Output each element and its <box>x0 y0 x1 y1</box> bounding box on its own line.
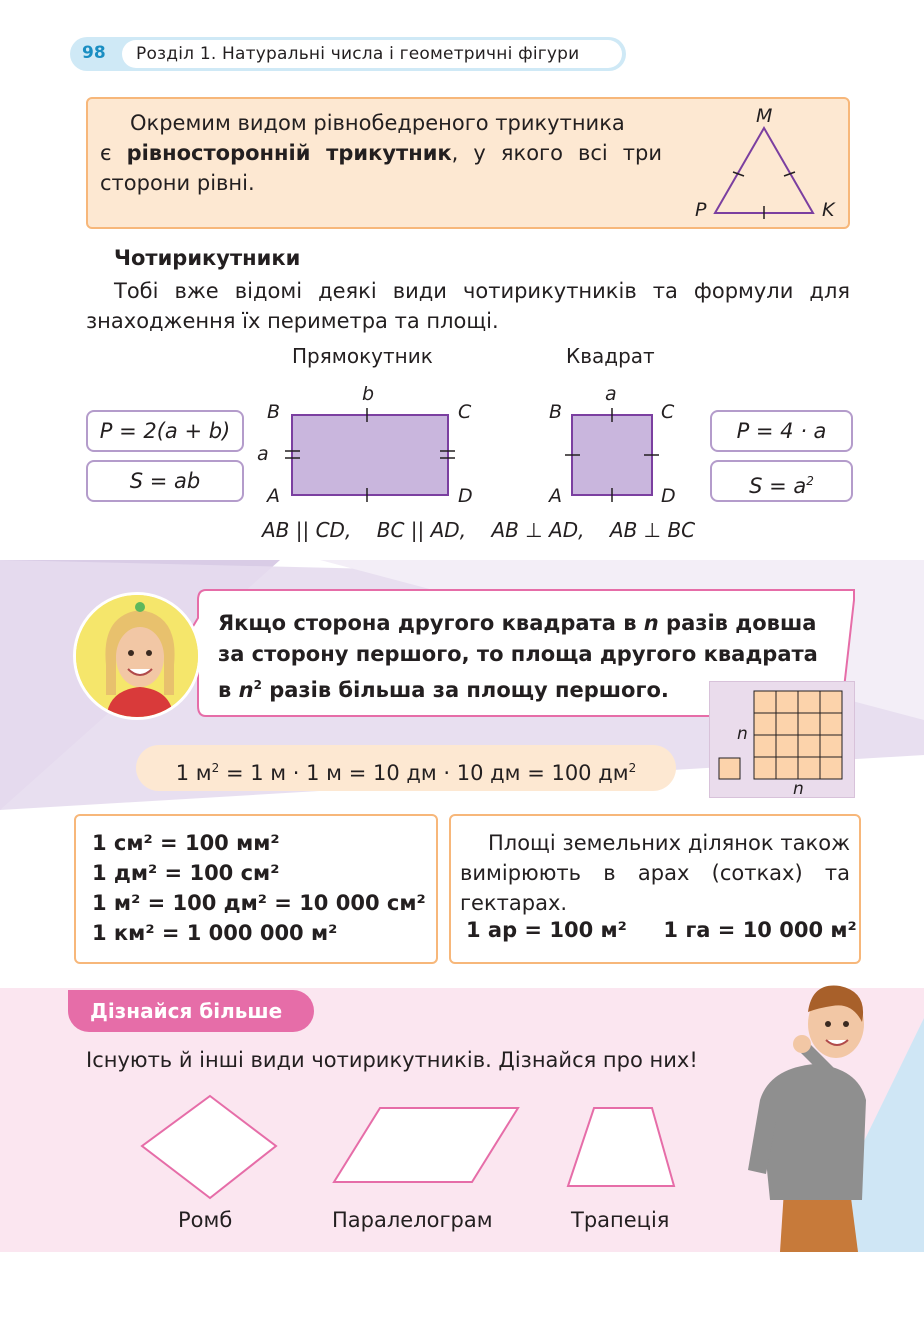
boy-illustration <box>740 980 890 1252</box>
quadrilateral-shapes <box>130 1090 690 1205</box>
trapezoid-label: Трапеція <box>571 1208 670 1232</box>
vertex-label-p: P <box>695 199 707 221</box>
conversion-exp2: 2 <box>628 761 637 775</box>
definition-term: рівносторонній трикутник <box>126 141 452 165</box>
land-units-text <box>460 828 850 918</box>
rect-vertex-c: C <box>458 401 472 423</box>
parallelogram-label: Паралелограм <box>332 1208 493 1232</box>
square-vertex-c: C <box>661 401 675 423</box>
square-perimeter-formula: P = 4 · a <box>710 410 853 452</box>
tip-line3-n: n <box>238 678 254 702</box>
conversion-formula <box>136 745 676 791</box>
rhombus-label: Ромб <box>178 1208 233 1232</box>
square-figure <box>540 378 690 513</box>
square-area-base: S = a <box>749 474 807 498</box>
rectangle-figure <box>250 378 480 513</box>
trapezoid-shape <box>568 1108 674 1186</box>
square-side-a: a <box>605 383 617 405</box>
tip-line3-a: в <box>218 678 239 702</box>
conversion-part1: 1 м <box>175 761 212 785</box>
unit-conversions-list <box>92 828 426 948</box>
parallelogram-shape <box>334 1108 518 1182</box>
square-area-exp: 2 <box>806 474 814 488</box>
conversion-part2: = 1 м · 1 м = 10 дм · 10 дм = 100 дм <box>219 761 629 785</box>
page-number: 98 <box>82 43 106 63</box>
tip-line3-b: разів більша за площу першого. <box>261 678 669 702</box>
land-units-description: Площі земельних ділянок також вимірюють в арах (сотках) та гектарах. <box>460 831 850 915</box>
unit-conversion-row: 1 дм² = 100 см² <box>92 861 280 885</box>
girl-avatar <box>73 592 201 720</box>
chapter-title: Розділ 1. Натуральні числа і геометричні фігури <box>136 44 580 64</box>
rectangle-title: Прямокутник <box>292 344 433 368</box>
grid-label-bottom: n <box>793 779 804 798</box>
girl-icon <box>76 595 201 720</box>
equilateral-triangle <box>690 100 840 225</box>
rect-vertex-d: D <box>458 485 473 507</box>
rect-vertex-b: B <box>267 401 281 423</box>
tip-line1-n: n <box>643 611 659 635</box>
tip-line2: за сторону першого, то площа другого квадрата <box>218 642 818 666</box>
definition-suffix: , у якого всі три сторони рівні. <box>100 141 662 195</box>
square-vertex-d: D <box>661 485 676 507</box>
vertex-label-m: M <box>756 105 773 127</box>
unit-conversion-row: 1 см² = 100 мм² <box>92 831 280 855</box>
square-vertex-a: A <box>549 485 562 507</box>
vertex-label-k: K <box>822 199 835 221</box>
section-intro: Тобі вже відомі деякі види чотирикутників та формули для знаходження їх периметра та площі. <box>86 279 850 333</box>
section-title: Чотирикутники <box>114 246 301 270</box>
tip-line3-exp: 2 <box>253 678 262 692</box>
square-vertex-b: B <box>549 401 563 423</box>
definition-prefix: є <box>100 141 127 165</box>
land-units-values: 1 ар = 100 м² 1 га = 10 000 м² <box>466 918 857 942</box>
square-grid-figure <box>709 681 855 798</box>
learn-more-text: Існують й інші види чотирикутників. Дізнайся про них! <box>86 1048 698 1072</box>
tip-line1-a: Якщо сторона другого квадрата в <box>218 611 644 635</box>
learn-more-label: Дізнайся більше <box>68 990 314 1032</box>
unit-conversion-row: 1 км² = 1 000 000 м² <box>92 921 338 945</box>
definition-line1: Окремим видом рівнобедреного трикутника <box>130 111 625 135</box>
unit-conversion-row: 1 м² = 100 дм² = 10 000 см² <box>92 891 426 915</box>
rect-side-a: a <box>257 443 269 465</box>
rect-vertex-a: A <box>267 485 280 507</box>
rect-area-formula: S = ab <box>86 460 244 502</box>
grid-label-side: n <box>737 724 748 744</box>
tip-line1-b: разів довша <box>658 611 817 635</box>
square-title: Квадрат <box>566 344 655 368</box>
relations-line: AB || CD, BC || AD, AB ⊥ AD, AB ⊥ BC <box>262 518 696 542</box>
rect-side-b: b <box>362 383 375 405</box>
rect-perimeter-formula: P = 2(a + b) <box>86 410 244 452</box>
definition-text <box>100 108 662 198</box>
square-area-formula <box>710 460 853 502</box>
conversion-exp1: 2 <box>211 761 220 775</box>
rhombus-shape <box>142 1096 276 1198</box>
